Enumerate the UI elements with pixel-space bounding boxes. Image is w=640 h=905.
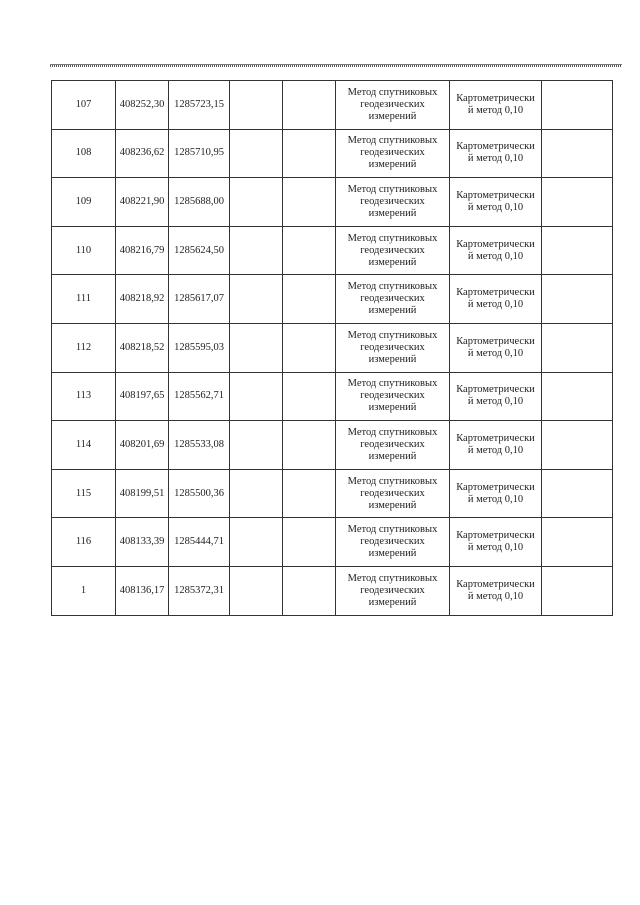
point-number-cell: 114 xyxy=(52,421,116,470)
empty-cell xyxy=(283,566,336,615)
method-text-line: измерений xyxy=(368,353,417,365)
empty-cell xyxy=(283,518,336,567)
method-text-line: геодезических xyxy=(360,487,425,499)
method-text-line: измерений xyxy=(368,402,417,414)
empty-cell xyxy=(542,469,613,518)
method-cell xyxy=(336,566,450,615)
empty-cell xyxy=(542,129,613,178)
table-row xyxy=(52,129,613,178)
accuracy-cell xyxy=(450,469,542,518)
table-row xyxy=(52,275,613,324)
accuracy-text-line: й метод 0,10 xyxy=(467,444,524,456)
accuracy-text-line: й метод 0,10 xyxy=(467,299,524,311)
empty-cell xyxy=(542,178,613,227)
accuracy-cell xyxy=(450,226,542,275)
method-cell xyxy=(336,129,450,178)
y-coordinate-cell: 1285562,71 xyxy=(169,372,230,421)
point-number-cell: 1 xyxy=(52,566,116,615)
method-text-line: геодезических xyxy=(360,98,425,110)
empty-cell xyxy=(542,323,613,372)
method-text-line: геодезических xyxy=(360,244,425,256)
accuracy-text-line: й метод 0,10 xyxy=(467,250,524,262)
y-coordinate-cell: 1285688,00 xyxy=(169,178,230,227)
empty-cell xyxy=(230,518,283,567)
method-cell xyxy=(336,323,450,372)
x-coordinate-cell: 408218,52 xyxy=(116,323,169,372)
y-coordinate-cell: 1285595,03 xyxy=(169,323,230,372)
x-coordinate-cell: 408221,90 xyxy=(116,178,169,227)
empty-cell xyxy=(283,323,336,372)
point-number-cell: 110 xyxy=(52,226,116,275)
method-text-line: Метод спутниковых xyxy=(347,378,438,390)
method-text-line: геодезических xyxy=(360,293,425,305)
empty-cell xyxy=(542,275,613,324)
y-coordinate-cell: 1285710,95 xyxy=(169,129,230,178)
method-cell xyxy=(336,421,450,470)
method-text-line: геодезических xyxy=(360,390,425,402)
method-cell xyxy=(336,226,450,275)
method-text-line: Метод спутниковых xyxy=(347,475,438,487)
header-rule xyxy=(50,64,622,67)
empty-cell xyxy=(542,518,613,567)
accuracy-cell xyxy=(450,178,542,227)
x-coordinate-cell: 408216,79 xyxy=(116,226,169,275)
method-text-line: измерений xyxy=(368,207,417,219)
table-row xyxy=(52,226,613,275)
method-text-line: Метод спутниковых xyxy=(347,426,438,438)
method-text-line: Метод спутниковых xyxy=(347,232,438,244)
y-coordinate-cell: 1285617,07 xyxy=(169,275,230,324)
accuracy-text-line: Картометрически xyxy=(456,530,535,542)
point-number-cell: 116 xyxy=(52,518,116,567)
y-coordinate-cell: 1285444,71 xyxy=(169,518,230,567)
x-coordinate-cell: 408133,39 xyxy=(116,518,169,567)
table-row xyxy=(52,81,613,130)
y-coordinate-cell: 1285624,50 xyxy=(169,226,230,275)
empty-cell xyxy=(230,372,283,421)
accuracy-text-line: Картометрически xyxy=(456,141,535,153)
accuracy-cell xyxy=(450,129,542,178)
table-row xyxy=(52,323,613,372)
empty-cell xyxy=(230,566,283,615)
accuracy-cell xyxy=(450,323,542,372)
x-coordinate-cell: 408197,65 xyxy=(116,372,169,421)
point-number-cell: 108 xyxy=(52,129,116,178)
method-text-line: геодезических xyxy=(360,584,425,596)
method-text-line: измерений xyxy=(368,110,417,122)
method-cell xyxy=(336,275,450,324)
table-row xyxy=(52,372,613,421)
method-text-line: геодезических xyxy=(360,438,425,450)
method-cell xyxy=(336,518,450,567)
method-text-line: измерений xyxy=(368,548,417,560)
method-text-line: геодезических xyxy=(360,536,425,548)
method-cell xyxy=(336,81,450,130)
empty-cell xyxy=(283,421,336,470)
point-number-cell: 115 xyxy=(52,469,116,518)
accuracy-text-line: й метод 0,10 xyxy=(467,201,524,213)
empty-cell xyxy=(230,129,283,178)
coordinates-table-body xyxy=(52,81,613,616)
accuracy-text-line: Картометрически xyxy=(456,287,535,299)
method-cell xyxy=(336,178,450,227)
x-coordinate-cell: 408199,51 xyxy=(116,469,169,518)
empty-cell xyxy=(230,226,283,275)
empty-cell xyxy=(230,178,283,227)
accuracy-text-line: й метод 0,10 xyxy=(467,493,524,505)
method-text-line: Метод спутниковых xyxy=(347,524,438,536)
accuracy-cell xyxy=(450,275,542,324)
empty-cell xyxy=(283,275,336,324)
empty-cell xyxy=(283,372,336,421)
method-cell xyxy=(336,469,450,518)
table-row xyxy=(52,469,613,518)
empty-cell xyxy=(230,421,283,470)
method-text-line: измерений xyxy=(368,450,417,462)
empty-cell xyxy=(230,469,283,518)
empty-cell xyxy=(283,226,336,275)
method-text-line: Метод спутниковых xyxy=(347,135,438,147)
method-text-line: Метод спутниковых xyxy=(347,329,438,341)
coordinates-table xyxy=(51,80,613,616)
accuracy-text-line: й метод 0,10 xyxy=(467,542,524,554)
method-text-line: геодезических xyxy=(360,147,425,159)
accuracy-text-line: й метод 0,10 xyxy=(467,590,524,602)
accuracy-text-line: й метод 0,10 xyxy=(467,153,524,165)
accuracy-cell xyxy=(450,518,542,567)
table-row xyxy=(52,421,613,470)
point-number-cell: 112 xyxy=(52,323,116,372)
method-text-line: измерений xyxy=(368,159,417,171)
accuracy-text-line: Картометрически xyxy=(456,432,535,444)
accuracy-text-line: й метод 0,10 xyxy=(467,396,524,408)
accuracy-cell xyxy=(450,81,542,130)
accuracy-text-line: Картометрически xyxy=(456,578,535,590)
x-coordinate-cell: 408236,62 xyxy=(116,129,169,178)
empty-cell xyxy=(542,566,613,615)
x-coordinate-cell: 408218,92 xyxy=(116,275,169,324)
table-row xyxy=(52,178,613,227)
y-coordinate-cell: 1285723,15 xyxy=(169,81,230,130)
empty-cell xyxy=(542,81,613,130)
point-number-cell: 113 xyxy=(52,372,116,421)
empty-cell xyxy=(542,372,613,421)
y-coordinate-cell: 1285372,31 xyxy=(169,566,230,615)
empty-cell xyxy=(230,81,283,130)
table-row xyxy=(52,566,613,615)
empty-cell xyxy=(230,323,283,372)
y-coordinate-cell: 1285533,08 xyxy=(169,421,230,470)
x-coordinate-cell: 408201,69 xyxy=(116,421,169,470)
point-number-cell: 107 xyxy=(52,81,116,130)
accuracy-text-line: Картометрически xyxy=(456,92,535,104)
method-text-line: измерений xyxy=(368,596,417,608)
accuracy-text-line: Картометрически xyxy=(456,238,535,250)
method-text-line: Метод спутниковых xyxy=(347,86,438,98)
method-cell xyxy=(336,372,450,421)
method-text-line: измерений xyxy=(368,305,417,317)
empty-cell xyxy=(283,129,336,178)
accuracy-text-line: й метод 0,10 xyxy=(467,347,524,359)
y-coordinate-cell: 1285500,36 xyxy=(169,469,230,518)
x-coordinate-cell: 408136,17 xyxy=(116,566,169,615)
accuracy-text-line: Картометрически xyxy=(456,384,535,396)
empty-cell xyxy=(230,275,283,324)
point-number-cell: 111 xyxy=(52,275,116,324)
empty-cell xyxy=(283,469,336,518)
method-text-line: измерений xyxy=(368,256,417,268)
accuracy-text-line: й метод 0,10 xyxy=(467,104,524,116)
empty-cell xyxy=(283,81,336,130)
empty-cell xyxy=(283,178,336,227)
method-text-line: Метод спутниковых xyxy=(347,281,438,293)
empty-cell xyxy=(542,226,613,275)
empty-cell xyxy=(542,421,613,470)
method-text-line: Метод спутниковых xyxy=(347,572,438,584)
method-text-line: измерений xyxy=(368,499,417,511)
accuracy-text-line: Картометрически xyxy=(456,335,535,347)
accuracy-cell xyxy=(450,566,542,615)
x-coordinate-cell: 408252,30 xyxy=(116,81,169,130)
accuracy-text-line: Картометрически xyxy=(456,189,535,201)
table-row xyxy=(52,518,613,567)
point-number-cell: 109 xyxy=(52,178,116,227)
method-text-line: Метод спутниковых xyxy=(347,183,438,195)
method-text-line: геодезических xyxy=(360,341,425,353)
method-text-line: геодезических xyxy=(360,195,425,207)
accuracy-cell xyxy=(450,421,542,470)
accuracy-cell xyxy=(450,372,542,421)
accuracy-text-line: Картометрически xyxy=(456,481,535,493)
